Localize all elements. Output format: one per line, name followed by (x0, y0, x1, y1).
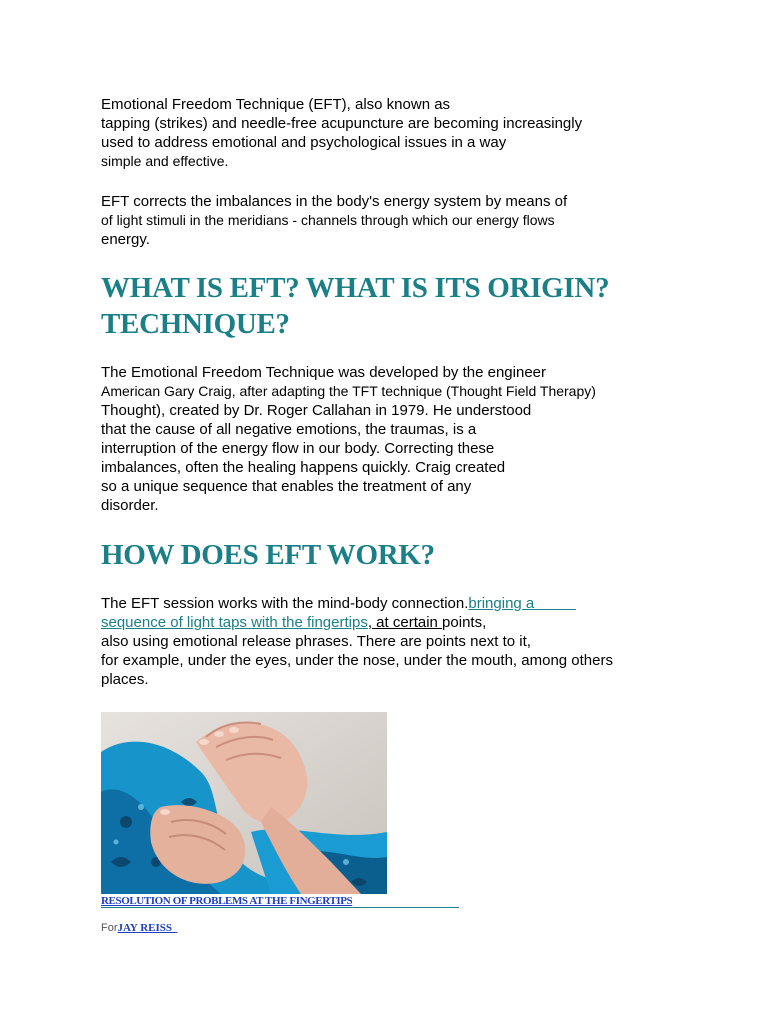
byline (101, 922, 178, 934)
author-underline-spacer (172, 922, 178, 934)
body-text: points, (442, 614, 487, 631)
intro-line: EFT corrects the imbalances in the body's energy system by means of (101, 193, 568, 210)
section-heading: HOW DOES EFT WORK? (101, 539, 435, 571)
caption-underline (101, 907, 459, 908)
body-line: disorder. (101, 497, 159, 514)
body-line: so a unique sequence that enables the treatment of any (101, 478, 472, 495)
body-text: , at certain (367, 614, 443, 631)
body-line: that the cause of all negative emotions, the traumas, is a (101, 421, 477, 438)
body-line: places. (101, 671, 149, 688)
body-line: for example, under the eyes, under the nose, under the mouth, among others (101, 652, 613, 669)
intro-line: tapping (strikes) and needle-free acupuncture are becoming increasingly (101, 115, 583, 132)
body-line: The Emotional Freedom Technique was developed by the engineer (101, 364, 547, 381)
fingertip-tapping-photo (101, 712, 387, 894)
intro-line: of light stimuli in the meridians - channels through which our energy flows (101, 212, 555, 228)
body-line: American Gary Craig, after adapting the TFT technique (Thought Field Therapy) (101, 383, 596, 399)
sequence-link[interactable]: sequence of light taps with the fingertips (101, 614, 368, 631)
body-line: also using emotional release phrases. There are points next to it, (101, 633, 531, 650)
intro-line: Emotional Freedom Technique (EFT), also known as (101, 96, 451, 113)
body-line: imbalances, often the healing happens quickly. Craig created (101, 459, 506, 476)
body-line (101, 614, 486, 631)
link-underline-spacer (534, 595, 576, 612)
section-heading: TECHNIQUE? (101, 308, 290, 340)
hands-illustration (101, 712, 387, 894)
photo-caption[interactable]: RESOLUTION OF PROBLEMS AT THE FINGERTIPS (101, 895, 353, 907)
intro-line: simple and effective. (101, 153, 229, 169)
body-line: Thought), created by Dr. Roger Callahan in 1979. He understood (101, 402, 532, 419)
author-link[interactable]: JAY REISS (117, 922, 173, 934)
body-line: interruption of the energy flow in our body. Correcting these (101, 440, 495, 457)
byline-prefix: For (101, 922, 118, 934)
intro-line: used to address emotional and psychological issues in a way (101, 134, 507, 151)
section-heading: WHAT IS EFT? WHAT IS ITS ORIGIN? (101, 272, 610, 304)
intro-line: energy. (101, 231, 150, 248)
body-text: The EFT session works with the mind-body connection. (101, 595, 469, 612)
body-line (101, 595, 576, 612)
sequence-link[interactable]: bringing a (468, 595, 535, 612)
